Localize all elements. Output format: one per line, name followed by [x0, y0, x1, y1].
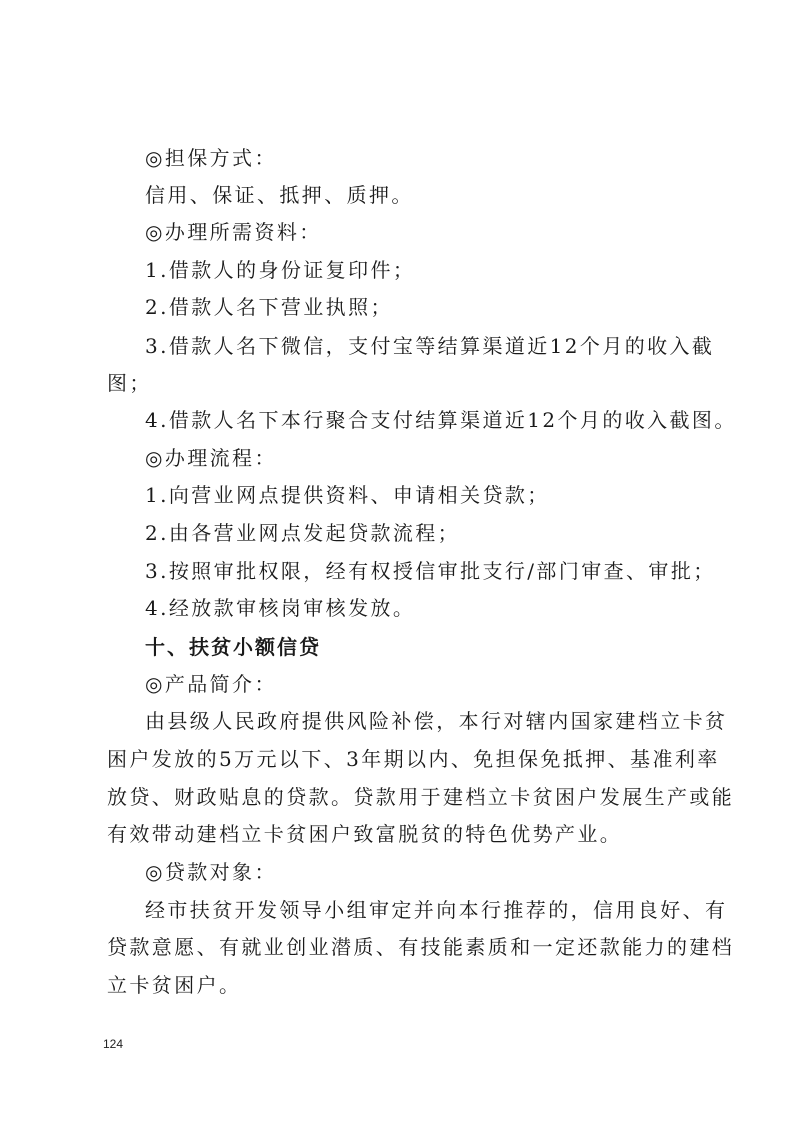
- section-title: 十、扶贫小额信贷: [145, 635, 321, 659]
- product-intro-heading: ◎产品简介：: [145, 672, 277, 696]
- process-item-3: 3.按照审批权限，经有权授信审批支行/部门审查、审批；: [145, 559, 716, 583]
- process-heading: ◎办理流程：: [145, 446, 277, 470]
- product-intro-line-1: 由县级人民政府提供风险补偿，本行对辖内国家建档立卡贫: [145, 709, 728, 733]
- required-materials-item-3: 3.借款人名下微信，支付宝等结算渠道近12个月的收入截: [145, 334, 715, 358]
- product-intro-line-2: 困户发放的5万元以下、3年期以内、免担保免抵押、基准利率: [107, 747, 720, 771]
- page-number: 124: [103, 1037, 124, 1051]
- process-item-4: 4.经放款审核岗审核发放。: [145, 596, 416, 620]
- process-item-2: 2.由各营业网点发起贷款流程；: [145, 521, 461, 545]
- loan-target-heading: ◎贷款对象：: [145, 860, 277, 884]
- guarantee-method-heading: ◎担保方式：: [145, 146, 277, 170]
- required-materials-heading: ◎办理所需资料：: [145, 220, 322, 244]
- required-materials-item-3-cont: 图；: [107, 371, 152, 395]
- loan-target-line-2: 贷款意愿、有就业创业潜质、有技能素质和一定还款能力的建档: [107, 935, 735, 959]
- product-intro-line-3: 放贷、财政贴息的贷款。贷款用于建档立卡贫困户发展生产或能: [107, 785, 735, 809]
- guarantee-method-text: 信用、保证、抵押、质押。: [145, 183, 414, 207]
- required-materials-item-1: 1.借款人的身份证复印件；: [145, 258, 416, 282]
- required-materials-item-4: 4.借款人名下本行聚合支付结算渠道近12个月的收入截图。: [145, 408, 737, 432]
- required-materials-item-2: 2.借款人名下营业执照；: [145, 295, 393, 319]
- process-item-1: 1.向营业网点提供资料、申请相关贷款；: [145, 483, 550, 507]
- loan-target-line-1: 经市扶贫开发领导小组审定并向本行推荐的，信用良好、有: [145, 898, 728, 922]
- product-intro-line-4: 有效带动建档立卡贫困户致富脱贫的特色优势产业。: [107, 822, 623, 846]
- loan-target-line-3: 立卡贫困户。: [107, 973, 242, 997]
